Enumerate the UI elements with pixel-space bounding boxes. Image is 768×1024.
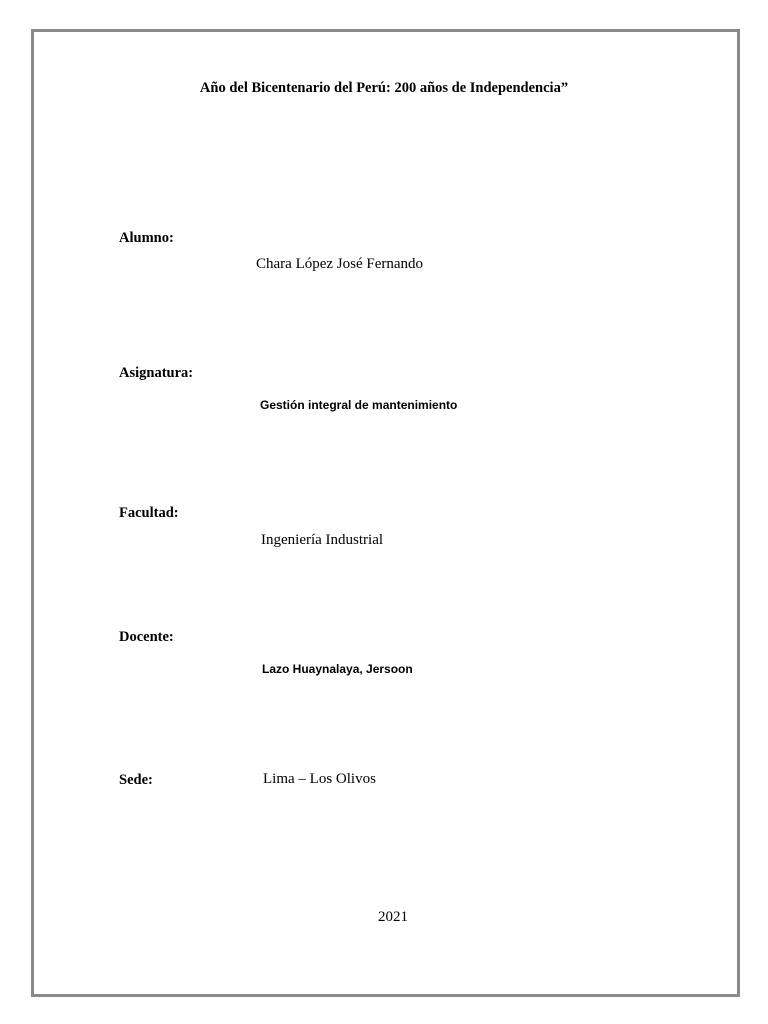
- alumno-label: Alumno:: [119, 230, 174, 246]
- facultad-value: Ingeniería Industrial: [261, 532, 384, 548]
- docente-value: Lazo Huaynalaya, Jersoon: [262, 662, 413, 676]
- sede-label: Sede:: [119, 772, 153, 788]
- sede-value: Lima – Los Olivos: [263, 771, 376, 787]
- docente-label: Docente:: [119, 629, 174, 645]
- asignatura-value: Gestión integral de mantenimiento: [260, 398, 458, 412]
- asignatura-label: Asignatura:: [119, 365, 194, 381]
- facultad-label: Facultad:: [119, 505, 179, 521]
- document-title: Año del Bicentenario del Perú: 200 años de Independencia”: [199, 80, 569, 96]
- document-year: 2021: [378, 909, 408, 925]
- alumno-value: Chara López José Fernando: [256, 256, 424, 272]
